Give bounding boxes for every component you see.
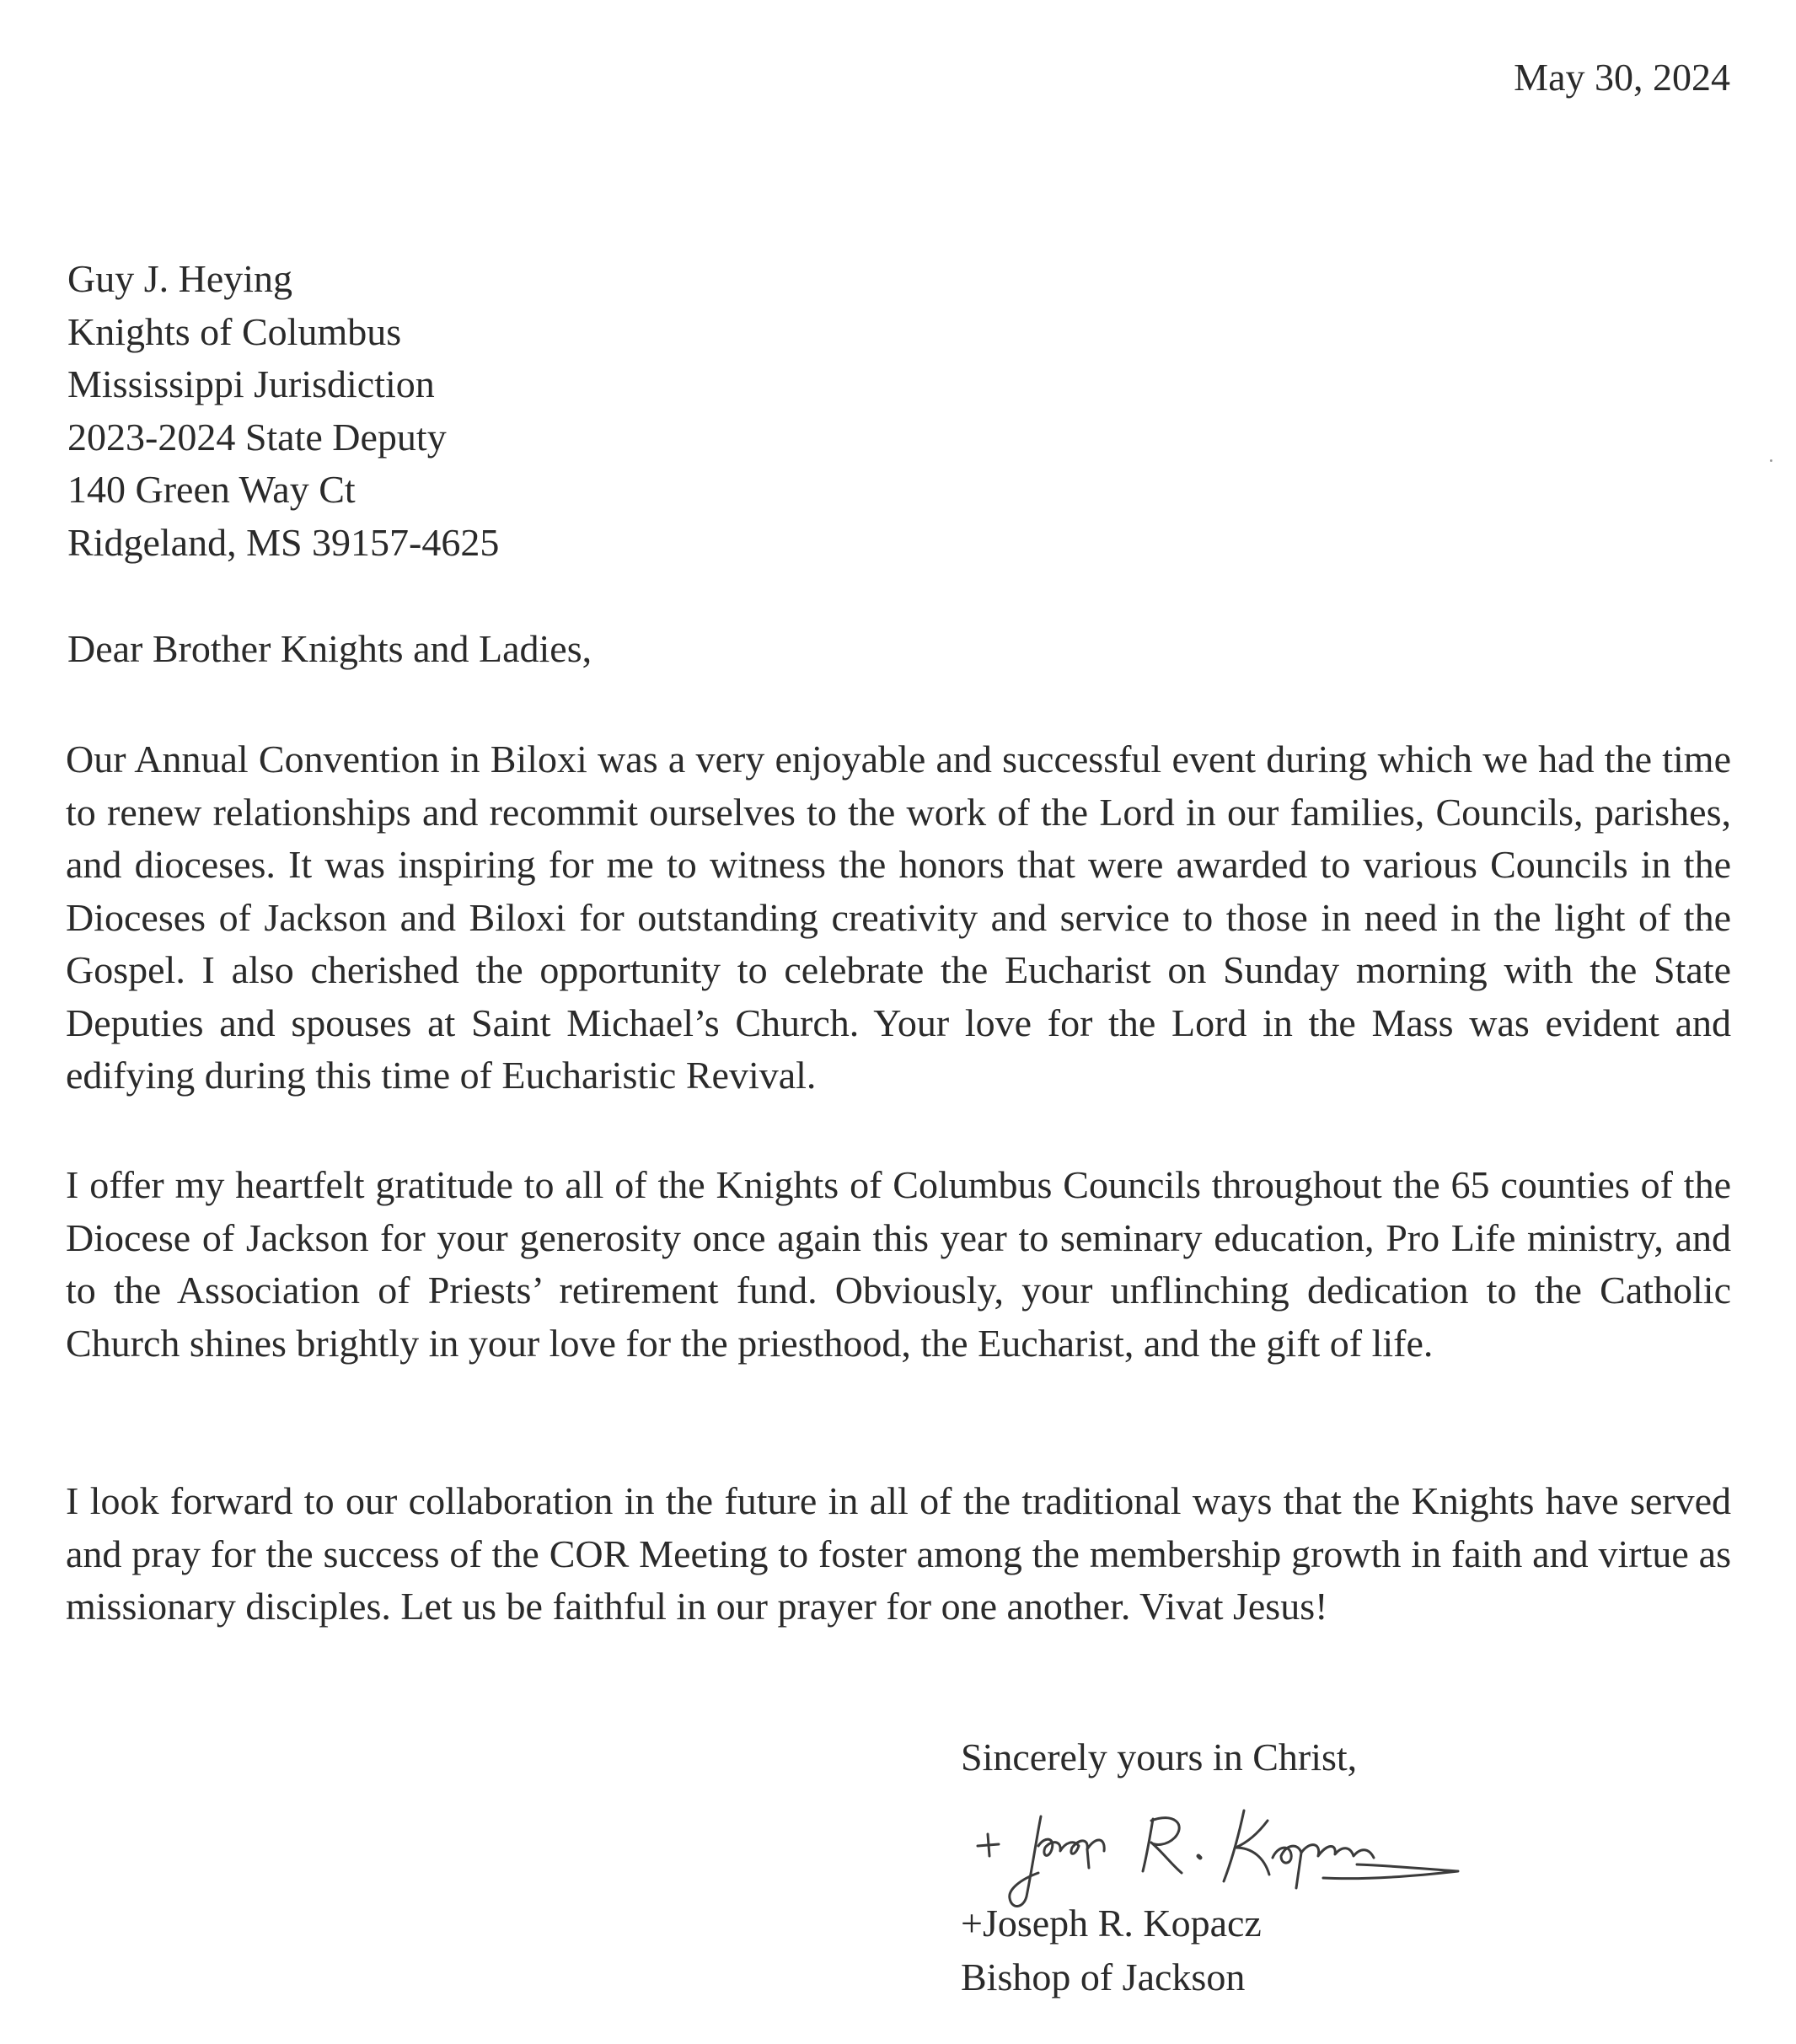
signer-title: Bishop of Jackson [961, 1955, 1246, 1998]
body-paragraph-2: I offer my heartfelt gratitude to all of the Knights of Columbus Councils throughout the 65 counties of the Diocese of Jackson for your generosity once again this year to seminary education, Pro Life ministry, and to the Association of Priests’ retirement fund. Obviously, your unflinching dedication to the Catholic Church shines brightly in your love for the priesthood, the Eucharist, and the gift of life. [66, 1163, 1731, 1365]
recipient-organization: Knights of Columbus [67, 309, 402, 353]
recipient-city-state-zip: Ridgeland, MS 39157-4625 [67, 520, 500, 564]
body-paragraph-1: Our Annual Convention in Biloxi was a very enjoyable and successful event during which we had the time to renew relationships and recommit ourselves to the work of the Lord in our families, Councils, parishes, and dioceses. It was inspiring for me to witness the honors that were awarded to various Councils in the Dioceses of Jackson and Biloxi for outstanding creativity and service to those in need in the light of the Gospel. I also cherished the opportunity to celebrate the Eucharist on Sunday morning with the State Deputies and spouses at Saint Michael’s Church. Your love for the Lord in the Mass was evident and edifying during this time of Eucharistic Revival. [66, 738, 1731, 1097]
closing: Sincerely yours in Christ, [961, 1736, 1358, 1778]
signer-name: +Joseph R. Kopacz [961, 1902, 1262, 1945]
body-paragraph-3: I look forward to our collaboration in the future in all of the traditional ways that the Knights have served and pray for the success of the COR Meeting to foster among the membership growth in faith and virtue as missionary disciples. Let us be faithful in our prayer for one another. Vivat Jesus! [66, 1479, 1731, 1628]
signer-block [961, 1896, 1262, 2004]
recipient-street: 140 Green Way Ct [67, 468, 356, 511]
scan-speck [1770, 459, 1772, 462]
recipient-address-block [67, 253, 499, 569]
salutation: Dear Brother Knights and Ladies, [67, 627, 592, 670]
handwritten-signature [961, 1787, 1466, 1913]
recipient-name: Guy J. Heying [67, 257, 293, 300]
letter-date: May 30, 2024 [1514, 56, 1730, 99]
recipient-position: 2023-2024 State Deputy [67, 415, 447, 459]
recipient-jurisdiction: Mississippi Jurisdiction [67, 362, 435, 405]
